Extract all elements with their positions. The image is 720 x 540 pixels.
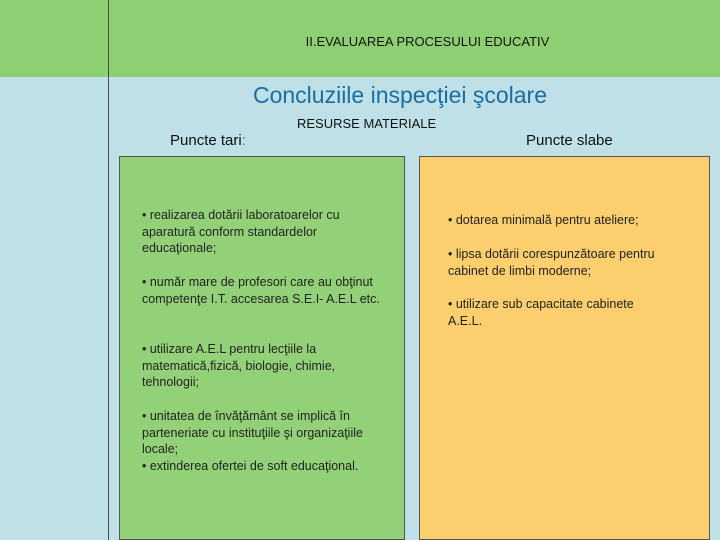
weaknesses-panel xyxy=(419,156,710,540)
strength-item: • unitatea de învăţământ se implică în parteneriate cu instituţiile şi organizaţiile locale; xyxy=(142,409,363,456)
section-subtitle: RESURSE MATERIALE xyxy=(297,116,437,131)
strengths-colon: : xyxy=(241,132,246,149)
vertical-divider xyxy=(108,0,109,540)
strength-item: • utilizare A.E.L pentru lecţiile la matematică,fizică, biologie, chimie, tehnologii; xyxy=(142,342,336,389)
strengths-label: Puncte tari xyxy=(170,132,242,149)
strength-item: • număr mare de profesori care au obţinut competenţe I.T. accesarea S.E.I- A.E.L etc. xyxy=(142,275,380,306)
strengths-heading xyxy=(170,132,246,149)
strength-item: • extinderea ofertei de soft educaţional. xyxy=(142,459,359,473)
page-title: Concluziile inspecţiei şcolare xyxy=(252,82,548,108)
weaknesses-heading: Puncte slabe xyxy=(526,132,613,149)
strengths-panel xyxy=(119,156,405,540)
weakness-item: • lipsa dotării corespunzătoare pentru cabinet de limbi moderne; xyxy=(448,247,655,278)
header-title: II.EVALUAREA PROCESULUI EDUCATIV xyxy=(305,34,550,49)
weakness-item: • utilizare sub capacitate cabinete A.E.L. xyxy=(448,297,634,328)
strength-item: • realizarea dotării laboratoarelor cu aparatură conform standardelor educaţionale; xyxy=(142,208,340,255)
weakness-item: • dotarea minimală pentru ateliere; xyxy=(448,213,639,227)
